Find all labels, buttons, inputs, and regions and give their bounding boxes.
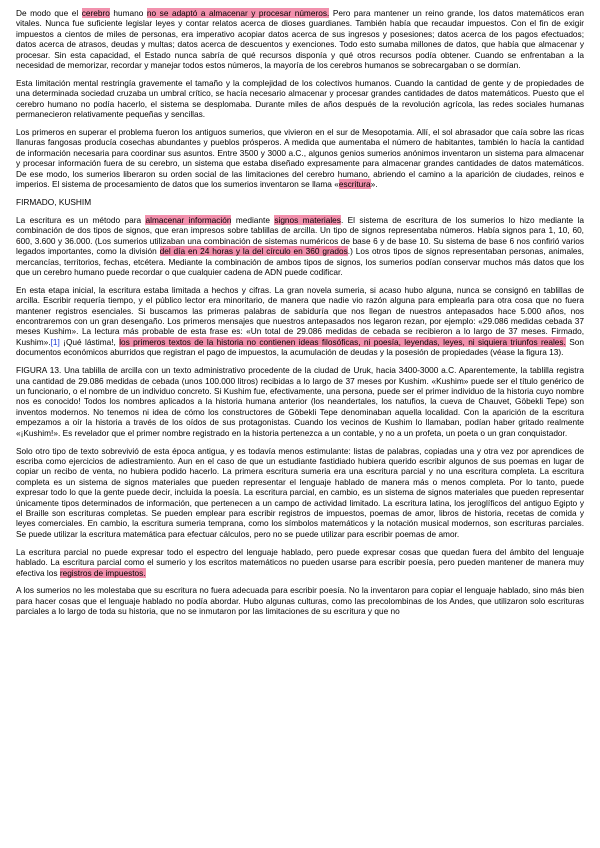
highlight-dia-24-horas: del día en 24 horas y la del círculo en 360 grados bbox=[159, 246, 348, 257]
highlight-almacenar-informacion: almacenar información bbox=[145, 214, 232, 225]
paragraph-2: Esta limitación mental restringía gravemente el tamaño y la complejidad de los colectivos humanos. Cuando la cantidad de gente y de propiedades de una determinada sociedad cruzaba un umbral crítico, se hacía necesario almacenar y procesar grandes cantidades de datos matemáticos. Puesto que el cerebro humano no podía hacerlo, el sistema se desplomaba. Durante miles de años después de la revolución agrícola, las redes sociales humanas permanecieron relativamente pequeñas y sencillas. bbox=[16, 77, 584, 120]
paragraph-9: A los sumerios no les molestaba que su escritura no fuera adecuada para escribir poesía. No la inventaron para copiar el lenguaje hablado, sino más bien para hacer cosas que el lenguaje hablado no podía abordar. Hubo algunas culturas, como las precolombinas de los Andes, que utilizaron solo escrituras parciales a lo largo de toda su historia, que no se inmutaron por las limitaciones de su escritura y que no bbox=[16, 585, 584, 617]
highlight-escritura: escritura bbox=[338, 179, 371, 190]
paragraph-4: La escritura es un método para almacenar información mediante signos materiales. El sistema de escritura de los sumerios lo hizo mediante la combinación de dos tipos de signos, que eran impresos sobre tablillas de arcilla. Un tipo de signos representaba números. Había signos para 1, 10, 60, 600, 3.600 y 36.000. (Los sumerios utilizaban una combinación de sistemas numéricos de base 6 y de base 10. Su sistema de base 6 nos confirió varios legados importantes, como la división del día en 24 horas y la del círculo en 360 grados.) Los otros tipos de signos representaban personas, animales, mercancías, territorios, fechas, etcétera. Mediante la combinación de ambos tipos de signos, los sumerios podían conservar muchos más datos que los que un cerebro humano puede recordar o que cualquier cadena de ADN puede codificar. bbox=[16, 214, 584, 277]
section-heading: FIRMADO, KUSHIM bbox=[16, 197, 92, 207]
paragraph-3: Los primeros en superar el problema fueron los antiguos sumerios, que vivieron en el sur de Mesopotamia. Allí, el sol abrasador que caía sobre las ricas llanuras fangosas producía cosechas abundantes y pueblos prósperos. A medida que aumentaba el número de habitantes, también lo hacía la cantidad de información necesaria para coordinar sus asuntos. Entre 3500 y 3000 a.C., algunos genios sumerios anónimos inventaron un sistema para almacenar y procesar información fuera de su cerebro, un sistema que estaba diseñado expresamente para almacenar grandes cantidades de datos matemáticos. De ese modo, los sumerios liberaron su orden social de las limitaciones del cerebro humano, abriendo el camino a la aparición de ciudades, reinos e imperios. El sistema de procesamiento de datos que los sumerios inventaron se llama «escritura». bbox=[16, 127, 584, 190]
highlight-signos-materiales: signos materiales bbox=[274, 214, 341, 225]
highlight-registros-impuestos: registros de impuestos. bbox=[59, 567, 146, 578]
paragraph-7: Solo otro tipo de texto sobrevivió de esta época antigua, y es todavía menos estimulante: listas de palabras, copiadas una y otra vez por aprendices de escriba como ejercicios de adiestramiento. Aun en el caso de que un estudiante fastidiado hubiera querido escribir algunos de sus poemas en lugar de copiar un recibo de venta, no hubiera podido hacerlo. La primera escritura sumeria era una escritura parcial y no una escritura completa. La escritura completa es un sistema de signos materiales que pueden representar el lenguaje hablado de manera más o menos completa. Por lo tanto, puede expresar todo lo que la gente puede decir, incluida la poesía. La escritura parcial, en cambio, es un sistema de signos materiales que pueden representar únicamente tipos determinados de información, que pertenecen a un campo de actividad limitado. La escritura latina, los jeroglíficos del antiguo Egipto y el Braille son escrituras completas. Se pueden emplear para escribir registros de impuestos, poemas de amor, libros de historia, recetas de comida y leyes comerciales. En cambio, la escritura sumeria temprana, como los símbolos matemáticos y la notación musical modernos, son escrituras parciales. Se puede utilizar la escritura matemática para efectuar cálculos, pero no se puede utilizar para escribir poemas de amor. bbox=[16, 445, 584, 539]
highlight-primeros-textos: los primeros textos de la historia no contienen ideas filosóficas, ni poesía, leyendas, leyes, ni siquiera triunfos reales. bbox=[119, 336, 566, 347]
footnote-link[interactable]: [1] bbox=[50, 336, 60, 347]
figure-caption: FIGURA 13. Una tablilla de arcilla con un texto administrativo procedente de la ciudad de Uruk, hacia 3400-3000 a.C. Aparentemente, la tablilla registra una cantidad de 29.086 medidas de cebada (unos 100.000 litros) recibidas a lo largo de 37 meses por Kushim. «Kushim» puede ser el título genérico de un funcionario, o el nombre de un individuo concreto. Si Kushim fue, efectivamente, una persona, puede ser el primer individuo de la historia cuyo nombre nos es conocido! Todos los nombres aplicados a la historia humana anterior (los neandertales, los natufios, la cueva de Chauvet, Göbekli Tepe) son inventos modernos. No tenemos ni idea de cómo los constructores de Göbekli Tepe denominaban aquella localidad. Con la aparición de la escritura empezamos a oír la historia a través de los oídos de sus protagonistas. Cuando los vecinos de Kushim lo llamaban, podían haber gritado realmente «¡Kushim!». Es revelador que el primer nombre registrado en la historia pertenezca a un contable, y no a un profeta, un poeta o un gran conquistador. bbox=[16, 365, 584, 438]
highlight-cerebro: cerebro bbox=[81, 8, 110, 18]
paragraph-1: De modo que el cerebro humano no se adaptó a almacenar y procesar números. Pero para mantener un reino grande, los datos matemáticos eran vitales. Nunca fue suficiente legislar leyes y contar relatos acerca de dioses guardianes. También había que recaudar impuestos. Con el fin de exigir impuestos a cientos de miles de personas, era imperativo acopiar datos acerca de sus ingresos y posesiones; datos acerca de los pagos efectuados; datos acerca de atrasos, deudas y multas; datos acerca de descuentos y exenciones. Todo esto sumaba millones de datos, que había que almacenar y procesar. Sin esta capacidad, el Estado nunca sabría de qué recursos disponía y qué otros recursos podía obtener. Cuando se enfrentaban a la necesidad de memorizar, recordar y manejar todos estos números, la mayoría de los cerebros humanos se sobrecargaban o se dormían. bbox=[16, 8, 585, 71]
paragraph-8: La escritura parcial no puede expresar todo el espectro del lenguaje hablado, pero puede expresar cosas que quedan fuera del ámbito del lenguaje hablado. La escritura parcial como el sumerio y los escritos matemáticos no pueden usarse para escribir poesía, pero pueden mantener de manera muy efectiva los registros de impuestos. bbox=[16, 546, 584, 578]
paragraph-5: En esta etapa inicial, la escritura estaba limitada a hechos y cifras. La gran novela sumeria, si acaso hubo alguna, nunca se consignó en tablillas de arcilla. Escribir requería tiempo, y el público lector era minoritario, de manera que nadie vio razón alguna para emplearla para otra cosa que no fuera mantener registros esenciales. Si buscamos las primeras palabras de sabiduría que nos llegan de nuestros antepasados hace 5.000 años, nos encontraremos con un gran desengaño. Los primeros mensajes que nuestros antepasados nos legaron rezan, por ejemplo: «29.086 medidas cebada 37 meses Kushim». La lectura más probable de esta frase es: «Un total de 29.086 medidas de cebada se recibieron a lo largo de 37 meses. Firmado, Kushim».[1] ¡Qué lástima!, los primeros textos de la historia no contienen ideas filosóficas, ni poesía, leyendas, leyes, ni siquiera triunfos reales. Son documentos económicos aburridos que registran el pago de impuestos, la acumulación de deudas y la posesión de propiedades (véase la figura 13). bbox=[16, 284, 584, 358]
highlight-no-se-adapto: no se adaptó a almacenar y procesar números. bbox=[146, 8, 330, 18]
